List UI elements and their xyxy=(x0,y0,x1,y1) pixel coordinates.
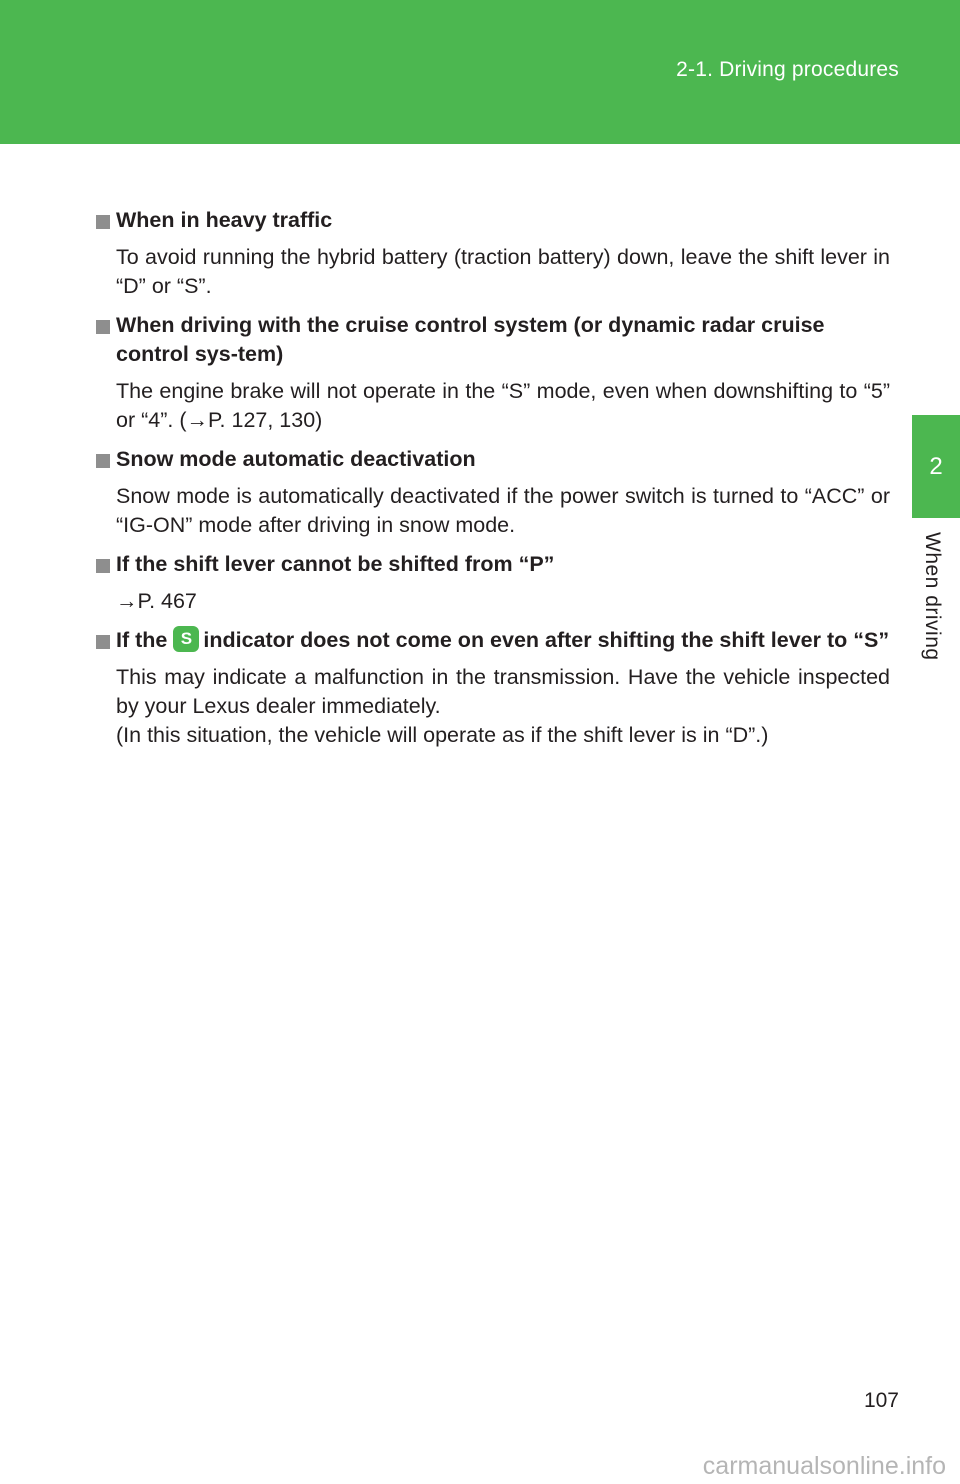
page-reference-link[interactable]: →P. 467 xyxy=(116,589,197,613)
section-heading xyxy=(95,626,890,655)
heading-text: When driving with the cruise control system (or dynamic radar cruise control sys-tem) xyxy=(116,313,825,366)
s-indicator-letter: S xyxy=(180,629,193,648)
watermark: carmanualsonline.info xyxy=(702,1452,946,1480)
heading-text: When in heavy traffic xyxy=(116,208,333,232)
section-shift-lever-p xyxy=(95,550,890,616)
section-title: 2-1. Driving procedures xyxy=(676,58,899,81)
bullet-square-icon xyxy=(96,454,110,468)
chapter-label: When driving xyxy=(921,532,944,661)
section-heading xyxy=(95,206,890,235)
section-heading xyxy=(95,550,890,579)
section-heavy-traffic xyxy=(95,206,890,301)
bullet-square-icon xyxy=(96,559,110,573)
chapter-number: 2 xyxy=(929,452,943,480)
header-bar xyxy=(0,0,960,144)
heading-text-before: If the xyxy=(116,628,168,652)
section-snow-mode xyxy=(95,445,890,540)
heading-text: Snow mode automatic deactivation xyxy=(116,447,476,471)
section-body: To avoid running the hybrid battery (traction battery) down, leave the shift lever in “D” or “S”. xyxy=(116,245,890,298)
page-content xyxy=(95,206,890,760)
section-body xyxy=(95,663,890,750)
bullet-square-icon xyxy=(96,215,110,229)
body-paragraph: This may indicate a malfunction in the transmission. Have the vehicle inspected by your Lexus dealer immediately. xyxy=(116,665,890,718)
s-indicator-icon xyxy=(173,626,199,652)
chapter-tab[interactable] xyxy=(912,415,960,518)
section-s-indicator xyxy=(95,626,890,750)
heading-text-after: indicator does not come on even after shifting the shift lever to “S” xyxy=(203,628,890,652)
section-cruise-control xyxy=(95,311,890,435)
section-body: Snow mode is automatically deactivated if the power switch is turned to “ACC” or “IG-ON” mode after driving in snow mode. xyxy=(116,484,890,537)
section-heading xyxy=(95,445,890,474)
body-paragraph: (In this situation, the vehicle will operate as if the shift lever is in “D”.) xyxy=(116,723,769,747)
bullet-square-icon xyxy=(96,635,110,649)
heading-text: If the shift lever cannot be shifted from “P” xyxy=(116,552,555,576)
section-body: The engine brake will not operate in the “S” mode, even when downshifting to “5” or “4”. (→P. 127, 130) xyxy=(116,379,890,432)
bullet-square-icon xyxy=(96,320,110,334)
section-heading xyxy=(95,311,890,369)
page-number: 107 xyxy=(863,1389,899,1412)
